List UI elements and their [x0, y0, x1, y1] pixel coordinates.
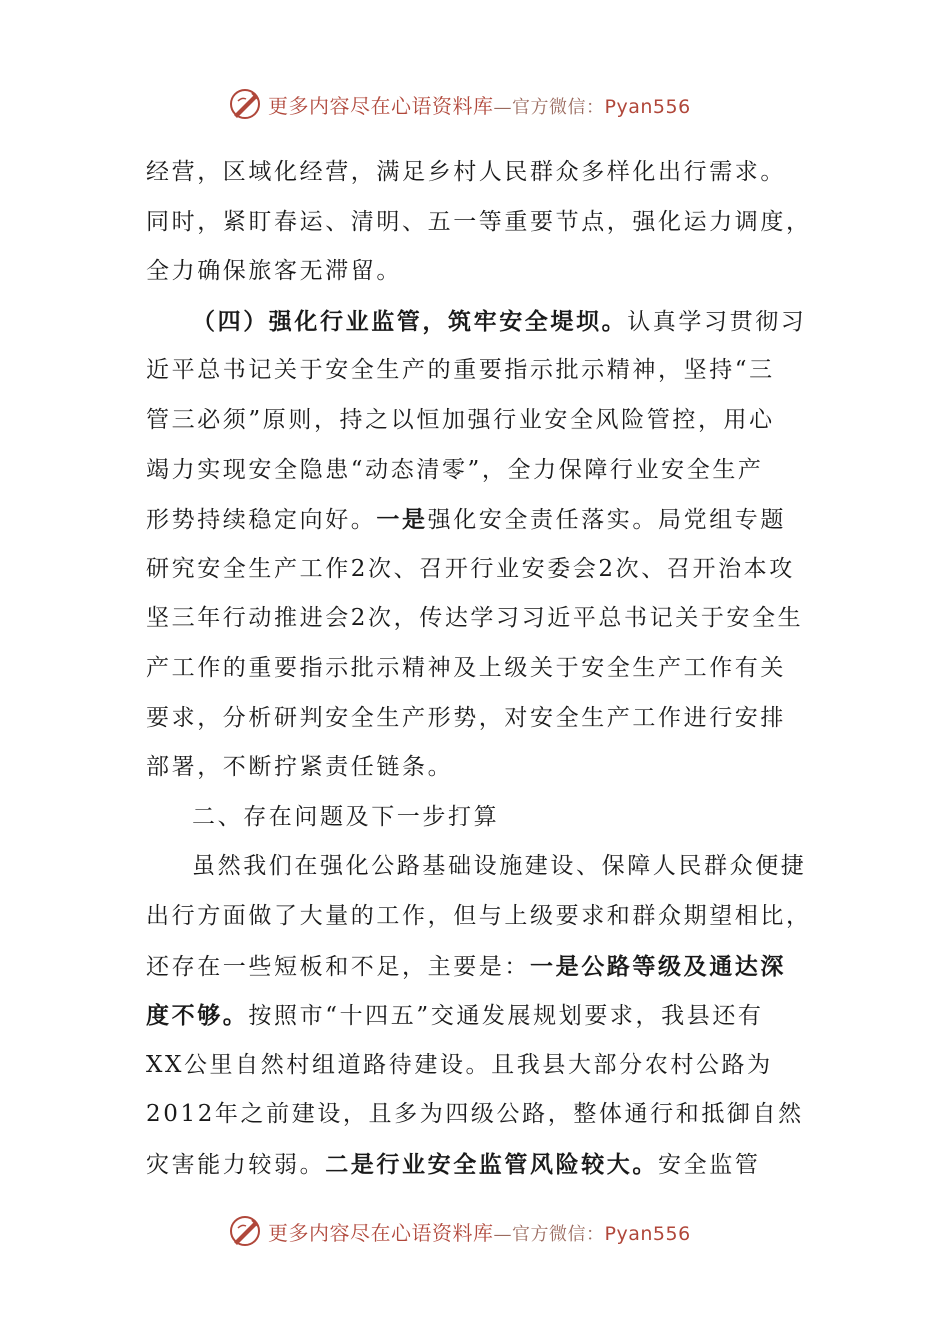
body-line	[146, 1140, 811, 1190]
body-line: XX公里自然村组道路待建设。且我县大部分农村公路为	[146, 1051, 773, 1078]
section-two-heading: 二、存在问题及下一步打算	[192, 803, 500, 830]
section-four-heading: （四）强化行业监管，筑牢安全堤坝。	[192, 307, 628, 335]
watermark-text	[268, 90, 691, 119]
document-body	[146, 148, 811, 1189]
body-line: 虽然我们在强化公路基础设施建设、保障人民群众便捷	[192, 853, 807, 880]
watermark-label: 官方微信：	[512, 96, 605, 118]
body-line: 出行方面做了大量的工作，但与上级要求和群众期望相比，	[146, 902, 812, 929]
body-text: 还存在一些短板和不足，主要是：	[146, 953, 530, 980]
watermark-text	[268, 1217, 691, 1246]
watermark-header	[228, 84, 748, 124]
watermark-brand: 更多内容尽在心语资料库	[268, 93, 494, 118]
body-text: 强化安全责任落实。局党组专题	[427, 507, 787, 534]
watermark-separator: —	[493, 1223, 512, 1245]
problem-one-heading: 一是公路等级及通达深	[530, 952, 786, 980]
problem-one-heading-end: 度不够。	[146, 1002, 249, 1030]
pen-logo-icon	[228, 1214, 262, 1248]
body-text: 形势持续稳定向好。	[146, 507, 377, 534]
body-text: 灾害能力较弱。	[146, 1151, 326, 1178]
body-text: 认真学习贯彻习	[627, 308, 807, 335]
body-line	[146, 991, 811, 1041]
body-line: 经营，区域化经营，满足乡村人民群众多样化出行需求。	[146, 159, 786, 185]
body-line: 近平总书记关于安全生产的重要指示批示精神，坚持“三	[146, 357, 775, 384]
watermark-label: 官方微信：	[512, 1223, 605, 1245]
body-line: 部署，不断拧紧责任链条。	[146, 754, 454, 781]
body-text: 安全监管	[658, 1151, 761, 1178]
body-text: 按照市“十四五”交通发展规划要求，我县还有	[248, 1003, 764, 1030]
body-line: 同时，紧盯春运、清明、五一等重要节点，强化运力调度，	[146, 208, 812, 235]
section-four-heading-line	[146, 297, 811, 347]
body-line: 研究安全生产工作2次、召开行业安委会2次、召开治本攻	[146, 555, 795, 582]
body-line	[146, 495, 811, 545]
body-line: 管三必须”原则，持之以恒加强行业安全风险管控，用心	[146, 406, 775, 433]
emphasis-first: 一是	[376, 506, 428, 534]
body-line: 2012年之前建设，且多为四级公路，整体通行和抵御自然	[146, 1101, 804, 1128]
watermark-footer	[228, 1211, 748, 1251]
watermark-separator: —	[493, 96, 512, 118]
body-line: 要求，分析研判安全生产形势，对安全生产工作进行安排	[146, 704, 786, 731]
body-line	[146, 942, 811, 992]
pen-logo-icon	[228, 87, 262, 121]
body-line: 全力确保旅客无滞留。	[146, 258, 402, 285]
problem-two-heading: 二是行业安全监管风险较大。	[325, 1150, 659, 1178]
watermark-id: Pyan556	[604, 1222, 691, 1245]
watermark-brand: 更多内容尽在心语资料库	[268, 1220, 494, 1245]
body-line: 竭力实现安全隐患“动态清零”，全力保障行业安全生产	[146, 456, 764, 483]
body-line: 产工作的重要指示批示精神及上级关于安全生产工作有关	[146, 654, 786, 681]
watermark-id: Pyan556	[604, 95, 691, 118]
body-line: 坚三年行动推进会2次，传达学习习近平总书记关于安全生	[146, 605, 804, 632]
